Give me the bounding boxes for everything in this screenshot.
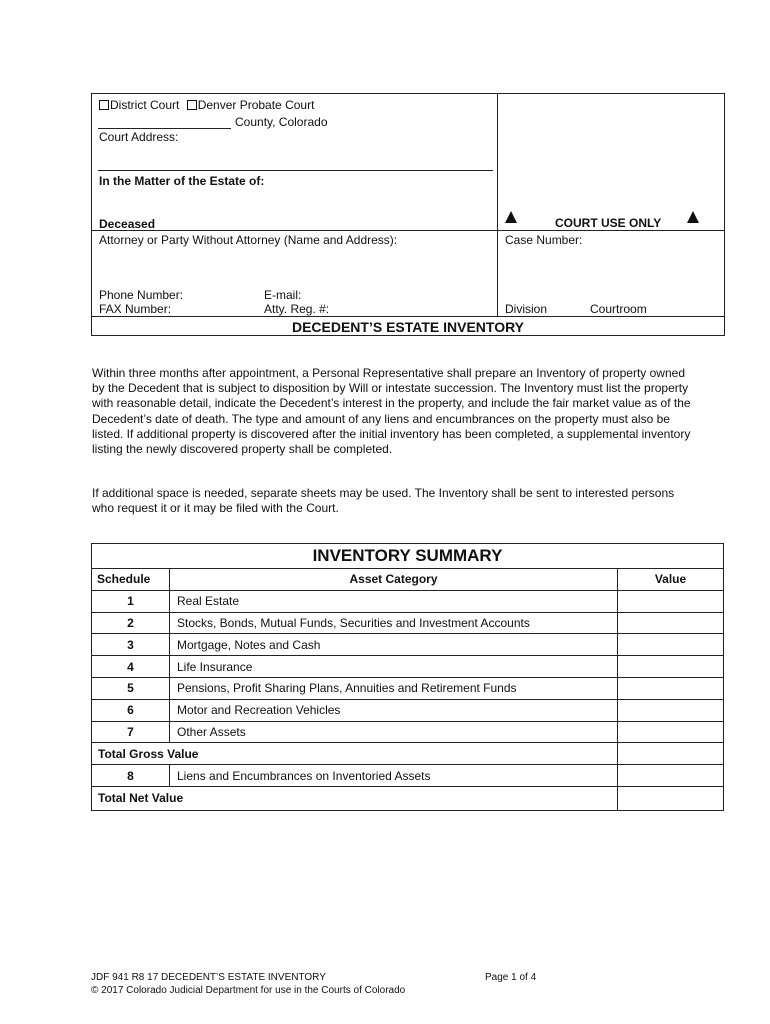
asset-category: Liens and Encumbrances on Inventoried Assets [170,765,618,787]
schedule-number: 6 [92,699,170,721]
estate-matter-label: In the Matter of the Estate of: [99,174,265,188]
summary-title: INVENTORY SUMMARY [312,546,503,565]
instruction-line: who request it or it may be filed with the Court. [92,501,339,516]
division-label: Division [505,302,548,316]
instruction-line: listed. If additional property is discovered after the initial inventory has been completed, a supplemental inventory [92,426,691,441]
value-header: Value [618,569,724,591]
schedule-header: Schedule [92,569,170,591]
instruction-line: by the Decedent that is subject to disposition by Will or intestate succession. The Inventory must list the property [92,381,689,396]
inventory-summary-table [91,568,724,811]
total-gross-label: Total Gross Value [92,743,618,765]
total-gross-row [92,743,724,765]
value-cell[interactable] [618,612,724,634]
court-type-options [99,98,314,112]
value-cell[interactable] [618,765,724,787]
asset-category-header: Asset Category [170,569,618,591]
schedule-number: 7 [92,721,170,743]
table-row [92,677,724,699]
district-court-checkbox[interactable] [99,100,109,110]
denver-probate-checkbox[interactable] [187,100,197,110]
county-label: County, Colorado [235,115,328,129]
attorney-label: Attorney or Party Without Attorney (Name and Address): [99,233,398,247]
instruction-line: with reasonable detail, indicate the Decedent’s interest in the property, and include the fair market value as of the [92,396,691,411]
footer-copyright: © 2017 Colorado Judicial Department for use in the Courts of Colorado [91,985,406,996]
table-row [92,656,724,678]
courtroom-label: Courtroom [590,302,647,316]
schedule-number: 1 [92,590,170,612]
total-net-label: Total Net Value [92,786,618,810]
court-use-only-label: COURT USE ONLY [555,216,662,230]
schedule-number: 2 [92,612,170,634]
schedule-number: 5 [92,677,170,699]
summary-title-box [91,543,724,569]
asset-category: Stocks, Bonds, Mutual Funds, Securities and Investment Accounts [170,612,618,634]
asset-category: Other Assets [170,721,618,743]
table-header-row [92,569,724,591]
table-row [92,721,724,743]
table-row [92,634,724,656]
schedule-number: 4 [92,656,170,678]
footer-form-id: JDF 941 R8 17 DECEDENT’S ESTATE INVENTORY [91,972,326,983]
value-cell[interactable] [618,590,724,612]
asset-category: Mortgage, Notes and Cash [170,634,618,656]
triangle-up-icon [687,210,699,228]
fax-label: FAX Number: [99,302,172,316]
total-net-row [92,786,724,810]
phone-label: Phone Number: [99,288,184,302]
instruction-line: Within three months after appointment, a Personal Representative shall prepare an Inventory of property owned [92,366,685,380]
district-court-label: District Court [110,98,180,112]
atty-reg-label: Atty. Reg. #: [264,302,330,316]
schedule-number: 8 [92,765,170,787]
additional-space-paragraph [92,486,725,516]
value-cell[interactable] [618,634,724,656]
table-row [92,765,724,787]
asset-category: Motor and Recreation Vehicles [170,699,618,721]
instructions-paragraph [92,366,725,457]
table-row [92,612,724,634]
total-gross-value[interactable] [618,743,724,765]
instruction-line: listing the newly discovered property shall be completed. [92,442,393,457]
triangle-up-icon [505,210,517,228]
asset-category: Life Insurance [170,656,618,678]
email-label: E-mail: [264,288,302,302]
asset-category: Pensions, Profit Sharing Plans, Annuities and Retirement Funds [170,677,618,699]
value-cell[interactable] [618,721,724,743]
table-row [92,590,724,612]
table-row [92,699,724,721]
schedule-number: 3 [92,634,170,656]
footer-page-number: Page 1 of 4 [485,972,537,983]
case-number-label: Case Number: [505,233,583,247]
deceased-label: Deceased [99,217,156,231]
total-net-value[interactable] [618,786,724,810]
value-cell[interactable] [618,677,724,699]
instruction-line: Decedent’s date of death. The type and amount of any liens and encumbrances on the property must also be [92,411,670,426]
value-cell[interactable] [618,699,724,721]
value-cell[interactable] [618,656,724,678]
instruction-line: If additional space is needed, separate sheets may be used. The Inventory shall be sent to interested persons [92,486,675,500]
court-address-label: Court Address: [99,130,179,144]
denver-probate-label: Denver Probate Court [197,98,315,112]
form-title: DECEDENT’S ESTATE INVENTORY [291,319,525,335]
asset-category: Real Estate [170,590,618,612]
